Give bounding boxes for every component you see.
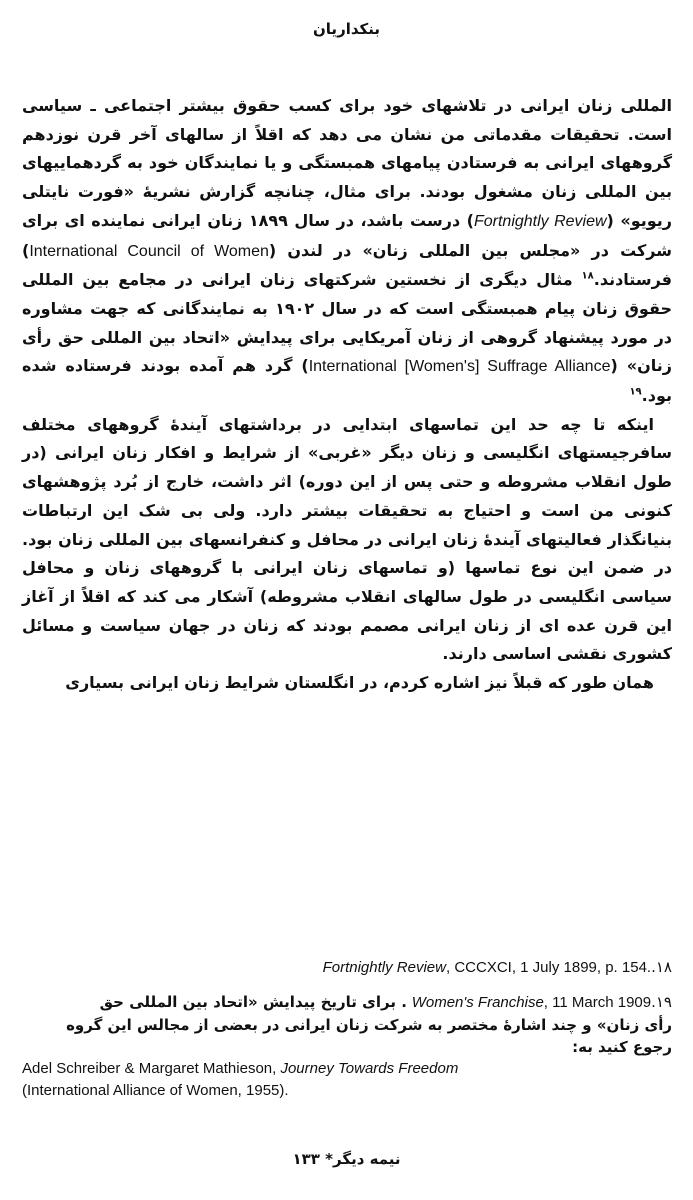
term-international-council: International Council of Women: [29, 242, 269, 260]
footer-journal-name: نیمه دیگر: [333, 1150, 401, 1168]
header-title: بنکداریان: [313, 20, 380, 38]
footnote-19-line-1: . برای تاریخ پیدایش «اتحاد بین المللی حق Women's Franchise, 11 March 1909.۱۹: [99, 993, 672, 1011]
footnotes: [22, 956, 672, 1102]
paragraph-3: همان طور که قبلاً نیز اشاره کردم، در انگلستان شرایط زنان ایرانی بسیاری: [65, 673, 654, 693]
p1-text-2: ) درست باشد، در سال ۱۸۹۹ زنان ایرانی نماینده ای برای شرکت در «مجلس بین المللی زنان» در لندن (: [22, 210, 672, 260]
footnote-18-source: Fortnightly Review: [322, 959, 446, 976]
p1-text-4: مثال دیگری از نخستین شرکتهای زنان ایرانی در مجامع بین المللی حقوق زنان پیام همبستگی است که در سال ۱۹۰۲ به نمایندگانی که جهت مشاوره در مورد پیشنهاد گروهی از زنان آمریکایی برای پیدایش «اتحاد بین المللی حق رأی زنان» (: [22, 270, 673, 376]
footnote-19-date: 11 March 1909: [552, 994, 652, 1011]
term-fortnightly-review: [474, 213, 607, 230]
term-fortnightly-review-text: Fortnightly Review: [473, 212, 607, 230]
reference-title: Journey Towards Freedom: [280, 1060, 459, 1077]
footer-star: *: [325, 1150, 334, 1168]
footnote-18: Fortnightly Review, CCCXCI, 1 July 1899, p. 154..۱۸: [322, 958, 672, 976]
main-text: [22, 92, 672, 698]
footnote-18-details: , CCCXCI, 1 July 1899, p. 154.: [445, 959, 652, 976]
reference-authors: Adel Schreiber & Margaret Mathieson,: [22, 1060, 281, 1077]
footnote-19-persian-1: . برای تاریخ پیدایش «اتحاد بین المللی حق: [99, 993, 407, 1011]
footnote-19-number: ۱۹: [655, 993, 672, 1011]
page-number: ۱۳۳: [292, 1150, 320, 1168]
running-footer: [0, 1150, 693, 1168]
term-suffrage-alliance: International [Women's] Suffrage Alliance: [308, 358, 611, 376]
running-header: [0, 20, 693, 38]
footnote-19-line-2: رأی زنان» و چند اشارهٔ مختصر به شرکت زنان ایرانی در بعضی از مجالس این گروه رجوع کنید به:: [66, 1016, 672, 1056]
p1-text-1: المللی زنان ایرانی در تلاشهای خود برای کسب حقوق بیشتر اجتماعی ـ سیاسی است. تحقیقات مقدماتی من نشان می دهد که اقلاً از سالهای آخر قرن نوزدهم گروههای ایرانی به فرستادن پیامهای همبستگی و یا نمایندگان خود به گردهماییهای بین المللی زنان مشغول بودند. برای مثال، چنانچه گزارش نشریهٔ «فورت نایتلی ریویو» (: [22, 96, 672, 230]
footnote-19-reference: [22, 1058, 672, 1102]
footnote-19-source: Women's Franchise: [411, 994, 544, 1011]
footnote-18-number: ۱۸: [655, 958, 672, 976]
paragraph-2: اینکه تا چه حد این تماسهای ابتدایی در برداشتهای آیندهٔ گروههای مختلف سافرجیستهای انگلیسی و زنان دیگر «غربی» از شرایط و افکار زنان ایرانی (در طول انقلاب مشروطه و حتی پس از این دوره) اثر داشت، خارج از بُرد پژوهشهای کنونی من است و احتیاج به تحقیقات بیشتر دارد. ولی بی شک این ارتباطات بنیانگذار فعالیتهای آیندهٔ زنان ایرانی در محافل و کنفرانسهای بین المللی زنان بود. در ضمن این نوع تماسها (و تماسهای زنان ایرانی با گروههای زنان و محافل سیاسی انگلیسی در طول سالهای انقلاب مشروطه) آشکار می کند که اقلاً از آغاز این قرن عده ای از زنان ایرانی مصمم بودند که زنان در جهان سیاست و مسائل کشوری نقشی اساسی دارند.: [22, 414, 672, 664]
p1-text-3: ) فرستادند.: [22, 240, 672, 290]
footnote-marker-19[interactable]: ۱۹: [629, 386, 642, 398]
p1-text-5: ) گرد هم آمده بودند فرستاده شده بود.: [22, 356, 672, 406]
footnote-marker-18[interactable]: ۱۸: [581, 270, 594, 282]
reference-publisher: (International Alliance of Women, 1955).: [22, 1082, 289, 1099]
paragraph-1: [22, 92, 672, 411]
